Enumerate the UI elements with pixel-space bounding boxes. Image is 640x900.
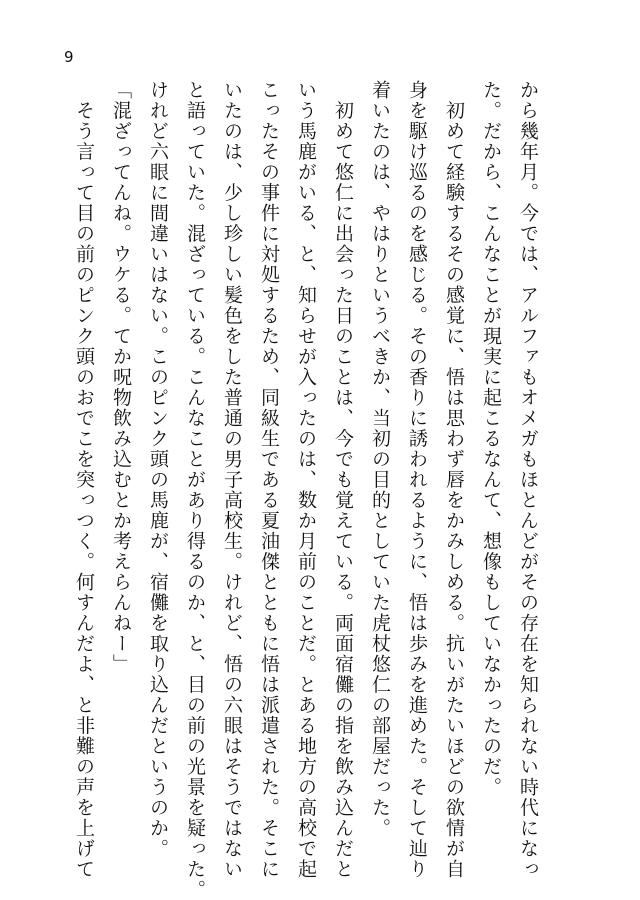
- text-line: こったその事件に対処するため、同級生である夏油傑とともに悟は派遣された。そこに: [258, 80, 280, 880]
- text-line: けれど六眼に間違いはない。このピンク頭の馬鹿が、宿儺を取り込んだというのか。: [147, 80, 169, 859]
- text-line: た。だから、こんなことが現実に起こるなんて、想像もしていなかったのだ。: [480, 80, 502, 798]
- body-text: [65, 80, 546, 900]
- text-line: 初めて経験するその感覚に、悟は思わず唇をかみしめる。抗いがたいほどの欲情が自: [443, 80, 465, 880]
- text-line: 身を駆け巡るのを感じる。その香りに誘われるように、悟は歩みを進めた。そして辿り: [406, 80, 428, 880]
- text-line: いたのは、少し珍しい髪色をした普通の男子高校生。けれど、悟の六眼はそうではない: [221, 80, 243, 880]
- text-line: 初めて悠仁に出会った日のことは、今でも覚えている。両面宿儺の指を飲み込んだと: [332, 80, 354, 880]
- page-number: 9: [64, 48, 74, 66]
- text-line: と語っていた。混ざっている。こんなことがあり得るのか、と、目の前の光景を疑った。: [184, 80, 206, 900]
- text-line: いう馬鹿がいる、と、知らせが入ったのは、数か月前のことだ。とある地方の高校で起: [295, 80, 317, 880]
- text-line: そう言って目の前のピンク頭のおでこを突っつく。何すんだよ、と非難の声を上げて: [73, 80, 95, 880]
- text-line: 「混ざってんね。ウケる。てか呪物飲み込むとか考えらんねー」: [110, 80, 132, 675]
- text-line: 着いたのは、やはりというべきか、当初の目的としていた虎杖悠仁の部屋だった。: [369, 80, 391, 839]
- text-line: から幾年月。今では、アルファもオメガもほとんどがその存在を知られない時代になっ: [517, 80, 539, 880]
